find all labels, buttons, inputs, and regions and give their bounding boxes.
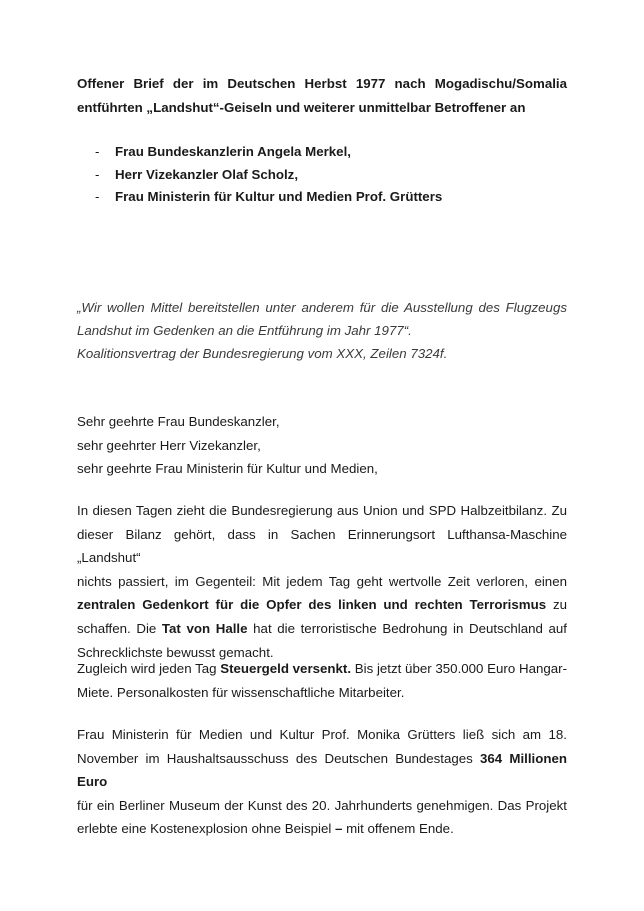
addressee-item xyxy=(95,164,565,187)
bold-phrase: Tat von Halle xyxy=(161,620,248,636)
quote-source: Koalitionsvertrag der Bundesregierung vom XXX, Zeilen 7324f. xyxy=(77,346,448,362)
quote-line-2: Landshut im Gedenken an die Entführung im Jahr 1977“. xyxy=(77,323,412,339)
salutation-line-2: sehr geehrter Herr Vizekanzler, xyxy=(77,437,261,453)
bold-phrase: 364 Millionen Euro xyxy=(77,750,567,790)
text-run: November im Haushaltsausschuss des Deutschen Bundestages xyxy=(77,750,481,766)
salutation xyxy=(77,410,567,481)
addressee-item xyxy=(95,141,565,164)
bold-phrase: zentralen Gedenkort für die Opfer des linken und rechten Terrorismus xyxy=(77,597,547,613)
addressee-label: Herr Vizekanzler Olaf Scholz, xyxy=(115,166,299,182)
paragraph-line: dieser Bilanz gehört, dass in Sachen Erinnerungsort Lufthansa-Maschine „Landshut“ xyxy=(77,526,567,566)
paragraph-line xyxy=(77,817,567,841)
paragraph-gruetters xyxy=(77,723,567,841)
paragraph-halbzeitbilanz xyxy=(77,499,567,664)
paragraph-line: In diesen Tagen zieht die Bundesregierung aus Union und SPD Halbzeitbilanz. Zu xyxy=(77,503,567,518)
coalition-quote xyxy=(77,296,567,366)
title-line-1: Offener Brief der im Deutschen Herbst 1977 nach Mogadischu/Somalia xyxy=(77,76,567,91)
addressee-label: Frau Ministerin für Kultur und Medien Prof. Grütters xyxy=(115,189,443,205)
salutation-line-3: sehr geehrte Frau Ministerin für Kultur und Medien, xyxy=(77,461,378,477)
text-run: Zugleich wird jeden Tag xyxy=(77,661,221,676)
bold-phrase: – xyxy=(335,821,343,837)
paragraph-line xyxy=(77,617,567,641)
text-run: schaffen. Die xyxy=(77,620,162,636)
paragraph-line: für ein Berliner Museum der Kunst des 20. Jahrhunderts genehmigen. Das Projekt xyxy=(77,797,567,813)
list-dash: - xyxy=(95,166,100,182)
paragraph-line: nichts passiert, im Gegenteil: Mit jedem Tag geht wertvolle Zeit verloren, einen xyxy=(77,573,567,589)
text-run: hat die terroristische Bedrohung in Deutschland auf xyxy=(247,620,567,636)
paragraph-line: Miete. Personalkosten für wissenschaftliche Mitarbeiter. xyxy=(77,684,405,700)
text-run: erlebte eine Kostenexplosion ohne Beispiel xyxy=(77,821,335,837)
paragraph-steuergeld xyxy=(77,657,567,704)
paragraph-line xyxy=(77,593,567,617)
text-run: mit offenem Ende. xyxy=(342,821,454,837)
paragraph-line: Schrecklichste bewusst gemacht. xyxy=(77,644,274,660)
text-run: Bis jetzt über 350.000 Euro Hangar- xyxy=(351,661,568,676)
list-dash: - xyxy=(95,189,100,205)
paragraph-line xyxy=(77,657,567,681)
text-run: zu xyxy=(546,597,567,613)
addressee-list xyxy=(95,141,565,209)
bold-phrase: Steuergeld versenkt. xyxy=(220,661,352,676)
addressee-item xyxy=(95,186,565,209)
paragraph-line: Frau Ministerin für Medien und Kultur Prof. Monika Grütters ließ sich am 18. xyxy=(77,727,567,742)
salutation-line-1: Sehr geehrte Frau Bundeskanzler, xyxy=(77,414,280,429)
addressee-label: Frau Bundeskanzlerin Angela Merkel, xyxy=(115,144,351,159)
list-dash: - xyxy=(95,144,100,159)
title-line-2: entführten „Landshut“-Geiseln und weiterer unmittelbar Betroffener an xyxy=(77,99,526,115)
quote-line-1: „Wir wollen Mittel bereitstellen unter anderem für die Ausstellung des Flugzeugs xyxy=(77,300,567,315)
letter-title xyxy=(77,72,567,119)
paragraph-line xyxy=(77,747,567,794)
